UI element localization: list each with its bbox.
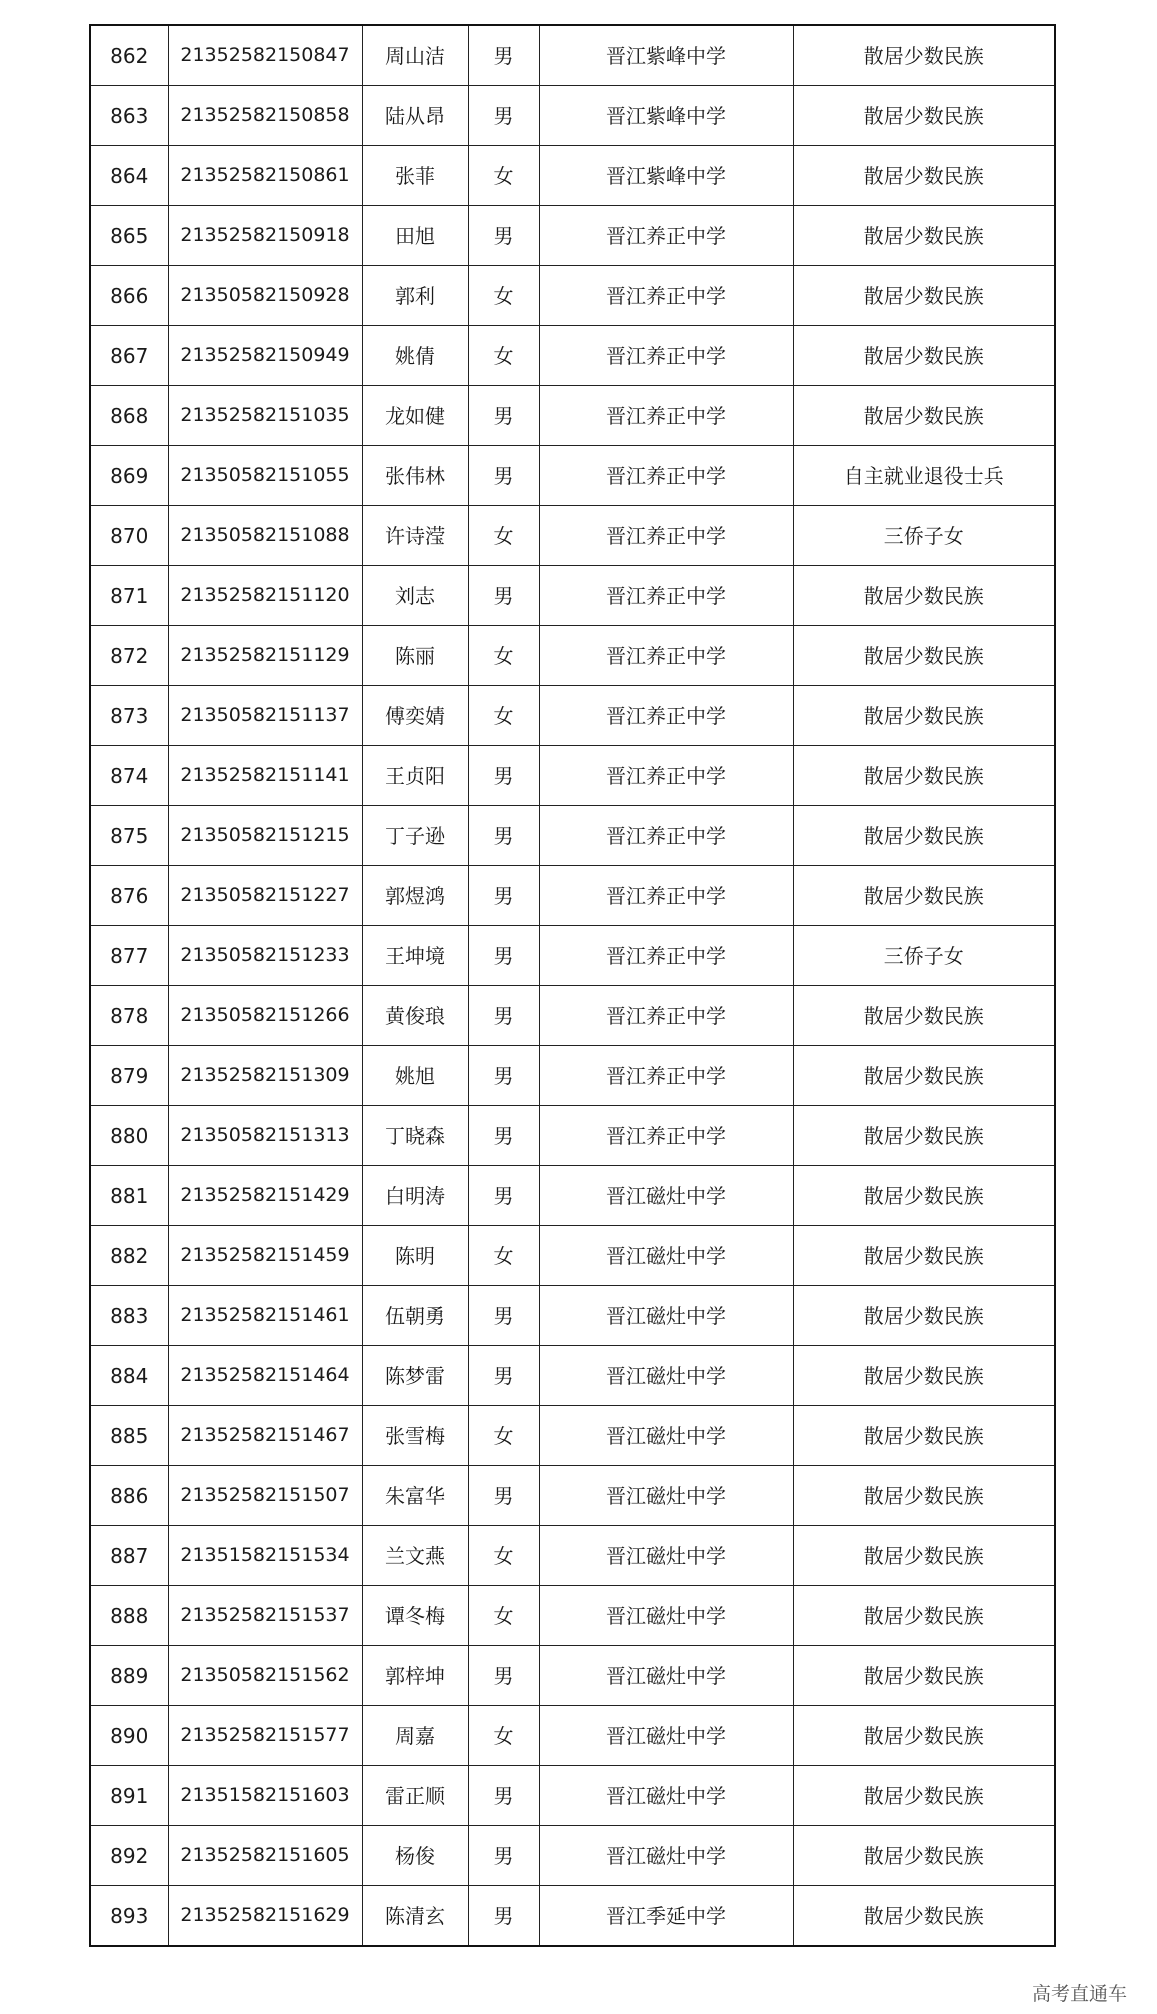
student-name-cell: 陈丽 bbox=[362, 626, 468, 686]
gender-cell: 女 bbox=[468, 1706, 539, 1766]
school-cell: 晋江养正中学 bbox=[539, 206, 793, 266]
student-name-cell: 郭梓坤 bbox=[362, 1646, 468, 1706]
table-row bbox=[90, 926, 1055, 986]
table-row bbox=[90, 1286, 1055, 1346]
row-number-cell: 883 bbox=[90, 1286, 168, 1346]
school-cell: 晋江磁灶中学 bbox=[539, 1586, 793, 1646]
table-row bbox=[90, 326, 1055, 386]
row-number-cell: 874 bbox=[90, 746, 168, 806]
student-name-cell: 许诗滢 bbox=[362, 506, 468, 566]
student-name-cell: 刘志 bbox=[362, 566, 468, 626]
exam-id-cell: 21350582151137 bbox=[168, 686, 362, 746]
exam-id-cell: 21352582151129 bbox=[168, 626, 362, 686]
table-row bbox=[90, 866, 1055, 926]
row-number-cell: 881 bbox=[90, 1166, 168, 1226]
exam-id-cell: 21352582151629 bbox=[168, 1886, 362, 1947]
table-row bbox=[90, 626, 1055, 686]
category-cell: 散居少数民族 bbox=[793, 1526, 1055, 1586]
student-name-cell: 朱富华 bbox=[362, 1466, 468, 1526]
student-name-cell: 张菲 bbox=[362, 146, 468, 206]
row-number-cell: 871 bbox=[90, 566, 168, 626]
row-number-cell: 869 bbox=[90, 446, 168, 506]
exam-id-cell: 21352582151141 bbox=[168, 746, 362, 806]
category-cell: 散居少数民族 bbox=[793, 746, 1055, 806]
gender-cell: 男 bbox=[468, 386, 539, 446]
student-name-cell: 丁子逊 bbox=[362, 806, 468, 866]
gender-cell: 男 bbox=[468, 746, 539, 806]
category-cell: 散居少数民族 bbox=[793, 326, 1055, 386]
category-cell: 散居少数民族 bbox=[793, 25, 1055, 86]
table-row bbox=[90, 506, 1055, 566]
school-cell: 晋江养正中学 bbox=[539, 326, 793, 386]
exam-id-cell: 21352582151537 bbox=[168, 1586, 362, 1646]
student-name-cell: 姚倩 bbox=[362, 326, 468, 386]
exam-id-cell: 21352582151461 bbox=[168, 1286, 362, 1346]
table-row bbox=[90, 806, 1055, 866]
category-cell: 散居少数民族 bbox=[793, 866, 1055, 926]
table-row bbox=[90, 1346, 1055, 1406]
student-name-cell: 谭冬梅 bbox=[362, 1586, 468, 1646]
category-cell: 散居少数民族 bbox=[793, 1226, 1055, 1286]
row-number-cell: 893 bbox=[90, 1886, 168, 1947]
category-cell: 散居少数民族 bbox=[793, 1346, 1055, 1406]
student-name-cell: 郭利 bbox=[362, 266, 468, 326]
exam-id-cell: 21352582150858 bbox=[168, 86, 362, 146]
student-name-cell: 姚旭 bbox=[362, 1046, 468, 1106]
roster-table bbox=[89, 24, 1056, 1947]
school-cell: 晋江养正中学 bbox=[539, 986, 793, 1046]
exam-id-cell: 21352582151577 bbox=[168, 1706, 362, 1766]
row-number-cell: 892 bbox=[90, 1826, 168, 1886]
student-name-cell: 雷正顺 bbox=[362, 1766, 468, 1826]
row-number-cell: 885 bbox=[90, 1406, 168, 1466]
table-row bbox=[90, 1106, 1055, 1166]
row-number-cell: 862 bbox=[90, 25, 168, 86]
exam-id-cell: 21350582151562 bbox=[168, 1646, 362, 1706]
gender-cell: 男 bbox=[468, 25, 539, 86]
exam-id-cell: 21350582151233 bbox=[168, 926, 362, 986]
row-number-cell: 864 bbox=[90, 146, 168, 206]
row-number-cell: 872 bbox=[90, 626, 168, 686]
exam-id-cell: 21352582151120 bbox=[168, 566, 362, 626]
gender-cell: 男 bbox=[468, 1646, 539, 1706]
exam-id-cell: 21352582151459 bbox=[168, 1226, 362, 1286]
school-cell: 晋江磁灶中学 bbox=[539, 1466, 793, 1526]
school-cell: 晋江磁灶中学 bbox=[539, 1226, 793, 1286]
category-cell: 散居少数民族 bbox=[793, 1046, 1055, 1106]
school-cell: 晋江养正中学 bbox=[539, 386, 793, 446]
school-cell: 晋江养正中学 bbox=[539, 1046, 793, 1106]
category-cell: 散居少数民族 bbox=[793, 1406, 1055, 1466]
table-row bbox=[90, 266, 1055, 326]
school-cell: 晋江养正中学 bbox=[539, 746, 793, 806]
school-cell: 晋江养正中学 bbox=[539, 566, 793, 626]
gender-cell: 男 bbox=[468, 1826, 539, 1886]
row-number-cell: 867 bbox=[90, 326, 168, 386]
student-name-cell: 丁晓森 bbox=[362, 1106, 468, 1166]
gender-cell: 男 bbox=[468, 986, 539, 1046]
student-name-cell: 陈梦雷 bbox=[362, 1346, 468, 1406]
school-cell: 晋江紫峰中学 bbox=[539, 146, 793, 206]
gender-cell: 男 bbox=[468, 806, 539, 866]
school-cell: 晋江养正中学 bbox=[539, 686, 793, 746]
table-row bbox=[90, 446, 1055, 506]
row-number-cell: 880 bbox=[90, 1106, 168, 1166]
exam-id-cell: 21350582150928 bbox=[168, 266, 362, 326]
student-name-cell: 王贞阳 bbox=[362, 746, 468, 806]
gender-cell: 女 bbox=[468, 626, 539, 686]
gender-cell: 女 bbox=[468, 1406, 539, 1466]
table-row bbox=[90, 1226, 1055, 1286]
category-cell: 散居少数民族 bbox=[793, 1886, 1055, 1947]
exam-id-cell: 21352582150847 bbox=[168, 25, 362, 86]
row-number-cell: 887 bbox=[90, 1526, 168, 1586]
table-row bbox=[90, 206, 1055, 266]
gender-cell: 男 bbox=[468, 866, 539, 926]
gender-cell: 女 bbox=[468, 1586, 539, 1646]
row-number-cell: 865 bbox=[90, 206, 168, 266]
gender-cell: 男 bbox=[468, 1766, 539, 1826]
category-cell: 散居少数民族 bbox=[793, 686, 1055, 746]
category-cell: 散居少数民族 bbox=[793, 1106, 1055, 1166]
school-cell: 晋江紫峰中学 bbox=[539, 86, 793, 146]
table-row bbox=[90, 146, 1055, 206]
table-row bbox=[90, 1646, 1055, 1706]
exam-id-cell: 21352582151605 bbox=[168, 1826, 362, 1886]
table-row bbox=[90, 566, 1055, 626]
school-cell: 晋江养正中学 bbox=[539, 926, 793, 986]
student-name-cell: 黄俊琅 bbox=[362, 986, 468, 1046]
category-cell: 散居少数民族 bbox=[793, 806, 1055, 866]
row-number-cell: 884 bbox=[90, 1346, 168, 1406]
school-cell: 晋江磁灶中学 bbox=[539, 1406, 793, 1466]
school-cell: 晋江养正中学 bbox=[539, 806, 793, 866]
category-cell: 散居少数民族 bbox=[793, 386, 1055, 446]
gender-cell: 男 bbox=[468, 926, 539, 986]
exam-id-cell: 21350582151215 bbox=[168, 806, 362, 866]
table-row bbox=[90, 1526, 1055, 1586]
gender-cell: 男 bbox=[468, 1466, 539, 1526]
gender-cell: 女 bbox=[468, 1526, 539, 1586]
category-cell: 散居少数民族 bbox=[793, 86, 1055, 146]
exam-id-cell: 21350582151313 bbox=[168, 1106, 362, 1166]
school-cell: 晋江养正中学 bbox=[539, 506, 793, 566]
student-name-cell: 周山洁 bbox=[362, 25, 468, 86]
category-cell: 散居少数民族 bbox=[793, 146, 1055, 206]
gender-cell: 女 bbox=[468, 506, 539, 566]
row-number-cell: 891 bbox=[90, 1766, 168, 1826]
school-cell: 晋江磁灶中学 bbox=[539, 1286, 793, 1346]
exam-id-cell: 21350582151088 bbox=[168, 506, 362, 566]
exam-id-cell: 21351582151603 bbox=[168, 1766, 362, 1826]
school-cell: 晋江养正中学 bbox=[539, 626, 793, 686]
category-cell: 散居少数民族 bbox=[793, 626, 1055, 686]
gender-cell: 女 bbox=[468, 266, 539, 326]
row-number-cell: 888 bbox=[90, 1586, 168, 1646]
exam-id-cell: 21350582151055 bbox=[168, 446, 362, 506]
school-cell: 晋江磁灶中学 bbox=[539, 1346, 793, 1406]
exam-id-cell: 21352582151035 bbox=[168, 386, 362, 446]
row-number-cell: 882 bbox=[90, 1226, 168, 1286]
exam-id-cell: 21352582151309 bbox=[168, 1046, 362, 1106]
row-number-cell: 889 bbox=[90, 1646, 168, 1706]
exam-id-cell: 21352582151429 bbox=[168, 1166, 362, 1226]
row-number-cell: 868 bbox=[90, 386, 168, 446]
table-row bbox=[90, 1766, 1055, 1826]
table-row bbox=[90, 1466, 1055, 1526]
table-row bbox=[90, 1166, 1055, 1226]
category-cell: 散居少数民族 bbox=[793, 1166, 1055, 1226]
category-cell: 散居少数民族 bbox=[793, 1586, 1055, 1646]
roster-table-body bbox=[90, 25, 1055, 1946]
category-cell: 散居少数民族 bbox=[793, 266, 1055, 326]
category-cell: 散居少数民族 bbox=[793, 1826, 1055, 1886]
student-name-cell: 伍朝勇 bbox=[362, 1286, 468, 1346]
gender-cell: 男 bbox=[468, 1346, 539, 1406]
table-row bbox=[90, 86, 1055, 146]
table-row bbox=[90, 746, 1055, 806]
gender-cell: 男 bbox=[468, 1286, 539, 1346]
gender-cell: 男 bbox=[468, 1106, 539, 1166]
student-name-cell: 郭煜鸿 bbox=[362, 866, 468, 926]
gender-cell: 男 bbox=[468, 1046, 539, 1106]
gender-cell: 女 bbox=[468, 686, 539, 746]
category-cell: 散居少数民族 bbox=[793, 986, 1055, 1046]
student-name-cell: 傅奕婧 bbox=[362, 686, 468, 746]
exam-id-cell: 21351582151534 bbox=[168, 1526, 362, 1586]
school-cell: 晋江养正中学 bbox=[539, 446, 793, 506]
school-cell: 晋江养正中学 bbox=[539, 1106, 793, 1166]
category-cell: 散居少数民族 bbox=[793, 1706, 1055, 1766]
gender-cell: 男 bbox=[468, 446, 539, 506]
table-row bbox=[90, 1826, 1055, 1886]
gender-cell: 男 bbox=[468, 566, 539, 626]
row-number-cell: 876 bbox=[90, 866, 168, 926]
student-name-cell: 张伟林 bbox=[362, 446, 468, 506]
row-number-cell: 875 bbox=[90, 806, 168, 866]
exam-id-cell: 21352582151467 bbox=[168, 1406, 362, 1466]
category-cell: 散居少数民族 bbox=[793, 206, 1055, 266]
gender-cell: 女 bbox=[468, 146, 539, 206]
category-cell: 散居少数民族 bbox=[793, 1286, 1055, 1346]
table-row bbox=[90, 1586, 1055, 1646]
category-cell: 自主就业退役士兵 bbox=[793, 446, 1055, 506]
school-cell: 晋江养正中学 bbox=[539, 866, 793, 926]
exam-id-cell: 21352582150861 bbox=[168, 146, 362, 206]
exam-id-cell: 21350582151266 bbox=[168, 986, 362, 1046]
row-number-cell: 870 bbox=[90, 506, 168, 566]
category-cell: 三侨子女 bbox=[793, 926, 1055, 986]
student-name-cell: 张雪梅 bbox=[362, 1406, 468, 1466]
school-cell: 晋江磁灶中学 bbox=[539, 1706, 793, 1766]
table-row bbox=[90, 386, 1055, 446]
gender-cell: 男 bbox=[468, 206, 539, 266]
table-row bbox=[90, 686, 1055, 746]
exam-id-cell: 21352582150949 bbox=[168, 326, 362, 386]
student-name-cell: 王坤境 bbox=[362, 926, 468, 986]
row-number-cell: 873 bbox=[90, 686, 168, 746]
school-cell: 晋江磁灶中学 bbox=[539, 1166, 793, 1226]
row-number-cell: 890 bbox=[90, 1706, 168, 1766]
table-row bbox=[90, 986, 1055, 1046]
row-number-cell: 878 bbox=[90, 986, 168, 1046]
gender-cell: 女 bbox=[468, 326, 539, 386]
student-name-cell: 陈清玄 bbox=[362, 1886, 468, 1947]
school-cell: 晋江磁灶中学 bbox=[539, 1646, 793, 1706]
school-cell: 晋江磁灶中学 bbox=[539, 1826, 793, 1886]
gender-cell: 男 bbox=[468, 86, 539, 146]
table-row bbox=[90, 1406, 1055, 1466]
table-row bbox=[90, 1706, 1055, 1766]
row-number-cell: 863 bbox=[90, 86, 168, 146]
exam-id-cell: 21352582151507 bbox=[168, 1466, 362, 1526]
student-name-cell: 周嘉 bbox=[362, 1706, 468, 1766]
watermark-text: 高考直通车 bbox=[1031, 1983, 1127, 2005]
school-cell: 晋江磁灶中学 bbox=[539, 1526, 793, 1586]
gender-cell: 男 bbox=[468, 1886, 539, 1947]
student-name-cell: 陆从昂 bbox=[362, 86, 468, 146]
exam-id-cell: 21352582151464 bbox=[168, 1346, 362, 1406]
category-cell: 散居少数民族 bbox=[793, 566, 1055, 626]
category-cell: 散居少数民族 bbox=[793, 1766, 1055, 1826]
student-name-cell: 杨俊 bbox=[362, 1826, 468, 1886]
student-name-cell: 龙如健 bbox=[362, 386, 468, 446]
table-row bbox=[90, 1046, 1055, 1106]
table-row bbox=[90, 1886, 1055, 1947]
row-number-cell: 879 bbox=[90, 1046, 168, 1106]
school-cell: 晋江季延中学 bbox=[539, 1886, 793, 1947]
table-row bbox=[90, 25, 1055, 86]
gender-cell: 女 bbox=[468, 1226, 539, 1286]
school-cell: 晋江紫峰中学 bbox=[539, 25, 793, 86]
school-cell: 晋江磁灶中学 bbox=[539, 1766, 793, 1826]
student-name-cell: 白明涛 bbox=[362, 1166, 468, 1226]
student-name-cell: 田旭 bbox=[362, 206, 468, 266]
exam-id-cell: 21352582150918 bbox=[168, 206, 362, 266]
category-cell: 散居少数民族 bbox=[793, 1646, 1055, 1706]
row-number-cell: 877 bbox=[90, 926, 168, 986]
category-cell: 三侨子女 bbox=[793, 506, 1055, 566]
gender-cell: 男 bbox=[468, 1166, 539, 1226]
school-cell: 晋江养正中学 bbox=[539, 266, 793, 326]
exam-id-cell: 21350582151227 bbox=[168, 866, 362, 926]
student-name-cell: 陈明 bbox=[362, 1226, 468, 1286]
row-number-cell: 886 bbox=[90, 1466, 168, 1526]
category-cell: 散居少数民族 bbox=[793, 1466, 1055, 1526]
student-name-cell: 兰文燕 bbox=[362, 1526, 468, 1586]
row-number-cell: 866 bbox=[90, 266, 168, 326]
